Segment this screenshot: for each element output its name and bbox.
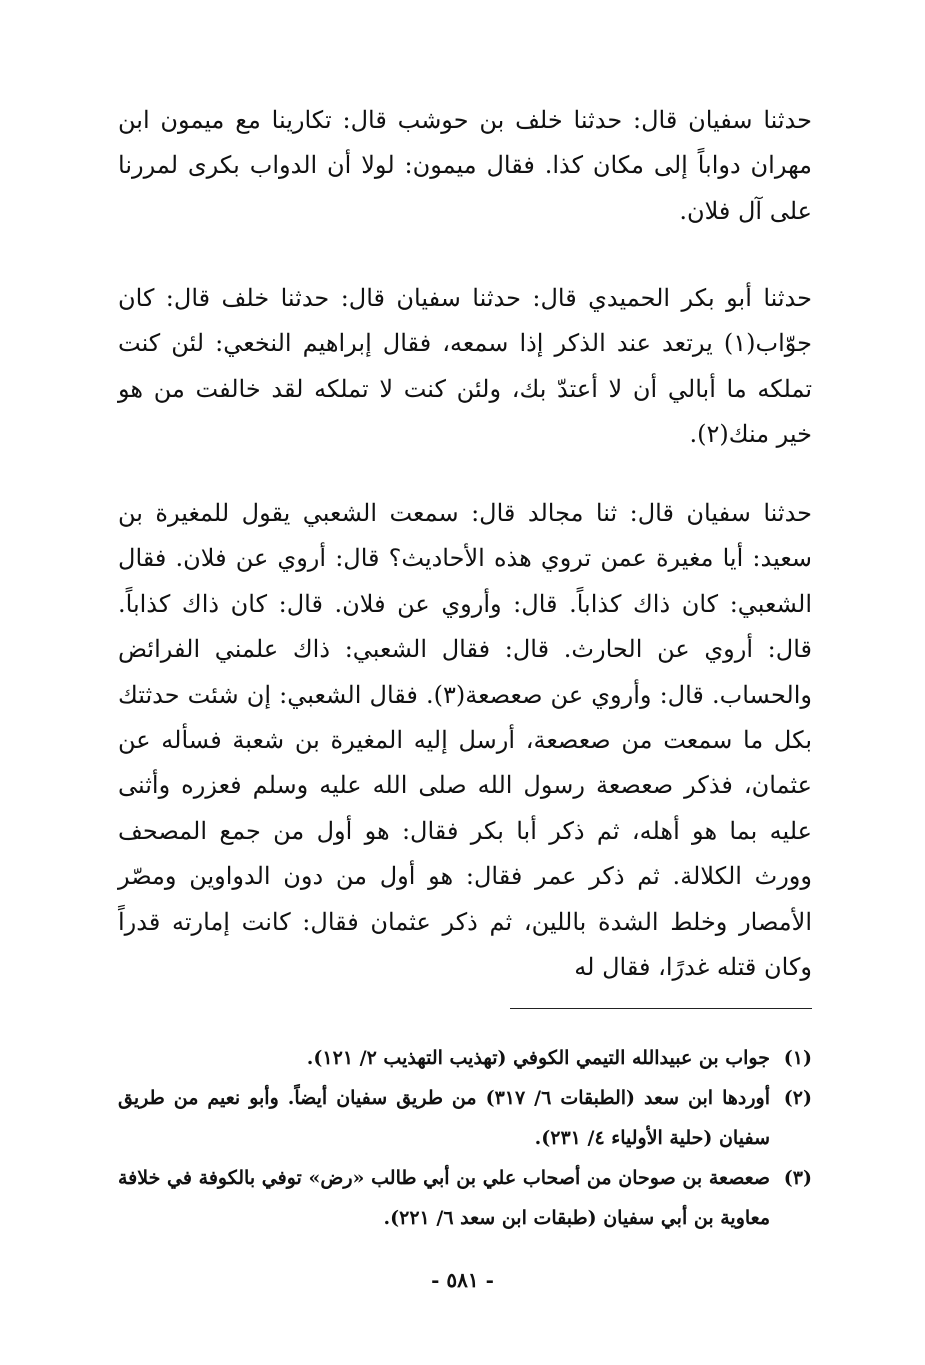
- footnotes: [118, 1038, 812, 1238]
- paragraph-2: [118, 276, 812, 458]
- footnote-marker: (٣): [783, 1167, 812, 1189]
- paragraph-text: حدثنا أبو بكر الحميدي قال: حدثنا سفيان قال: حدثنا خلف قال: كان جوّاب(١) يرتعد عند الذكر إذا سمعه، فقال إبراهيم النخعي: لئن كنت تملكه ما أبالي أن لا أعتدّ بك، ولئن كنت لا تملكه لقد خالفت من هو خير منك(٢).: [118, 284, 812, 449]
- footnote-text: أوردها ابن سعد (الطبقات ٦/ ٣١٧) من طريق سفيان أيضاً. وأبو نعيم من طريق سفيان (حلية الأولياء ٤/ ٢٣١).: [118, 1087, 770, 1149]
- paragraph-3: [118, 491, 812, 990]
- footnote-text: صعصعة بن صوحان من أصحاب علي بن أبي طالب «رض» توفي بالكوفة في خلافة معاوية بن أبي سفيان (طبقات ابن سعد ٦/ ٢٢١).: [118, 1167, 770, 1229]
- footnote-marker: (١): [783, 1047, 812, 1069]
- page-number: - ٥٨١ -: [431, 1268, 494, 1292]
- paragraph-text: حدثنا سفيان قال: حدثنا خلف بن حوشب قال: تكارينا مع ميمون ابن مهران دواباً إلى مكان كذا. فقال ميمون: لولا أن الدواب بكرى لمررنا على آل فلان.: [118, 106, 812, 225]
- footnote-2: [118, 1078, 812, 1158]
- footnote-text: جواب بن عبيدالله التيمي الكوفي (تهذيب التهذيب ٢/ ١٢١).: [306, 1047, 770, 1069]
- paragraph-text: حدثنا سفيان قال: ثنا مجالد قال: سمعت الشعبي يقول للمغيرة بن سعيد: أيا مغيرة عمن تروي هذه الأحاديث؟ قال: أروي عن فلان. فقال الشعبي: كان ذاك كذاباً. قال: وأروي عن فلان. قال: كان ذاك كذاباً. قال: أروي عن الحارث. قال: فقال الشعبي: ذاك علمني الفرائض والحساب. قال: وأروي عن صعصعة(٣). فقال الشعبي: إن شئت حدثتك بكل ما سمعت من صعصعة، أرسل إليه المغيرة بن شعبة فسأله عن عثمان، فذكر صعصعة رسول الله صلى الله عليه وسلم فعزره وأثنى عليه بما هو أهله، ثم ذكر أبا بكر فقال: هو أول من جمع المصحف وورث الكلالة. ثم ذكر عمر فقال: هو أول من دون الدواوين ومصّر الأمصار وخلط الشدة باللين، ثم ذكر عثمان فقال: كانت إمارته قدراً وكان قتله غدرًا، فقال له: [118, 499, 813, 982]
- paragraph-1: [118, 98, 812, 234]
- footnote-1: [118, 1038, 812, 1078]
- footnote-3: [118, 1158, 812, 1238]
- footnote-marker: (٢): [783, 1087, 812, 1109]
- footnote-divider: [510, 1008, 812, 1009]
